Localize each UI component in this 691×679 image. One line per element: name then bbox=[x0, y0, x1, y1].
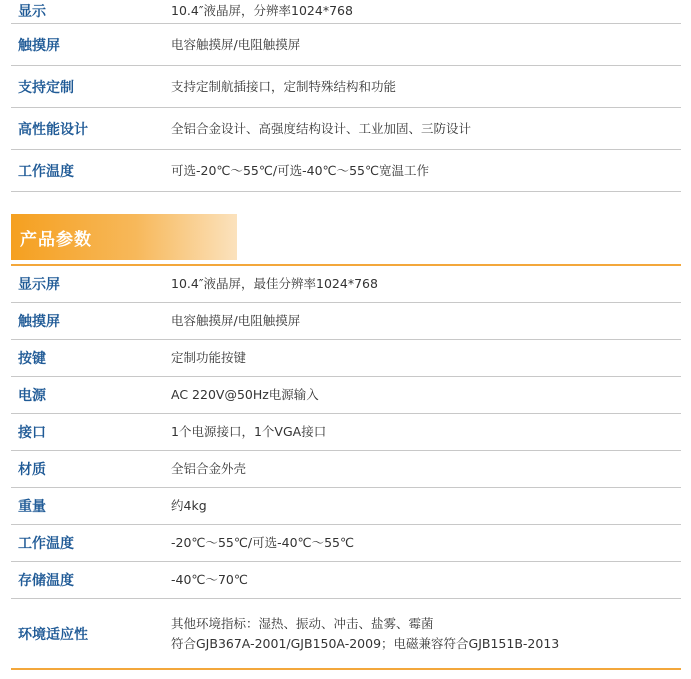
overview-table bbox=[11, 0, 681, 192]
row-value-line: 其他环境指标：湿热、振动、冲击、盐雾、霉菌 bbox=[171, 615, 434, 631]
row-label: 工作温度 bbox=[18, 163, 74, 180]
row-value: 约4kg bbox=[171, 498, 207, 513]
params-row-touchscreen bbox=[11, 303, 681, 340]
row-value: 1个电源接口，1个VGA接口 bbox=[171, 424, 327, 439]
params-table bbox=[11, 266, 681, 670]
row-label: 触摸屏 bbox=[18, 314, 60, 330]
row-label: 材质 bbox=[18, 462, 46, 478]
params-row-keys bbox=[11, 340, 681, 377]
overview-row-customization bbox=[11, 66, 681, 108]
row-value: 电容触摸屏/电阻触摸屏 bbox=[171, 36, 301, 52]
row-label: 按键 bbox=[18, 351, 46, 367]
row-label: 电源 bbox=[18, 388, 46, 404]
row-value: 10.4″液晶屏，分辨率1024*768 bbox=[171, 3, 353, 18]
row-value: -40℃～70℃ bbox=[171, 572, 248, 587]
row-value bbox=[171, 614, 681, 654]
row-label: 高性能设计 bbox=[18, 121, 88, 138]
overview-row-temperature bbox=[11, 150, 681, 192]
row-value: AC 220V@50Hz电源输入 bbox=[171, 387, 319, 402]
row-label: 触摸屏 bbox=[18, 37, 60, 54]
row-value: 全铝合金外壳 bbox=[171, 461, 247, 476]
row-value: 10.4″液晶屏，最佳分辨率1024*768 bbox=[171, 276, 378, 291]
row-label: 环境适应性 bbox=[18, 626, 88, 643]
row-label: 存储温度 bbox=[18, 573, 74, 589]
params-row-screen bbox=[11, 266, 681, 303]
row-value-line: 符合GJB367A-2001/GJB150A-2009；电磁兼容符合GJB151B-2013 bbox=[171, 635, 560, 651]
row-label: 工作温度 bbox=[18, 536, 74, 552]
row-label: 显示 bbox=[18, 4, 46, 20]
params-row-weight bbox=[11, 488, 681, 525]
overview-row-design bbox=[11, 108, 681, 150]
overview-row-display bbox=[11, 0, 681, 24]
row-value: 定制功能按键 bbox=[171, 350, 247, 365]
params-row-material bbox=[11, 451, 681, 488]
row-label: 支持定制 bbox=[18, 79, 74, 96]
row-value: 电容触摸屏/电阻触摸屏 bbox=[171, 313, 301, 328]
row-label: 重量 bbox=[18, 499, 46, 515]
row-label: 接口 bbox=[18, 425, 46, 441]
section-header-params bbox=[11, 214, 237, 260]
row-value: 全铝合金设计、高强度结构设计、工业加固、三防设计 bbox=[171, 120, 472, 136]
params-row-operating-temperature bbox=[11, 525, 681, 562]
params-row-environment bbox=[11, 599, 681, 670]
row-value: 支持定制航插接口，定制特殊结构和功能 bbox=[171, 78, 397, 94]
section-title: 产品参数 bbox=[20, 229, 92, 250]
params-row-storage-temperature bbox=[11, 562, 681, 599]
row-value: -20℃～55℃/可选-40℃～55℃ bbox=[171, 535, 355, 550]
row-label: 显示屏 bbox=[18, 277, 60, 293]
params-row-interface bbox=[11, 414, 681, 451]
row-value: 可选-20℃～55℃/可选-40℃～55℃宽温工作 bbox=[171, 162, 430, 178]
overview-row-touchscreen bbox=[11, 24, 681, 66]
params-row-power bbox=[11, 377, 681, 414]
